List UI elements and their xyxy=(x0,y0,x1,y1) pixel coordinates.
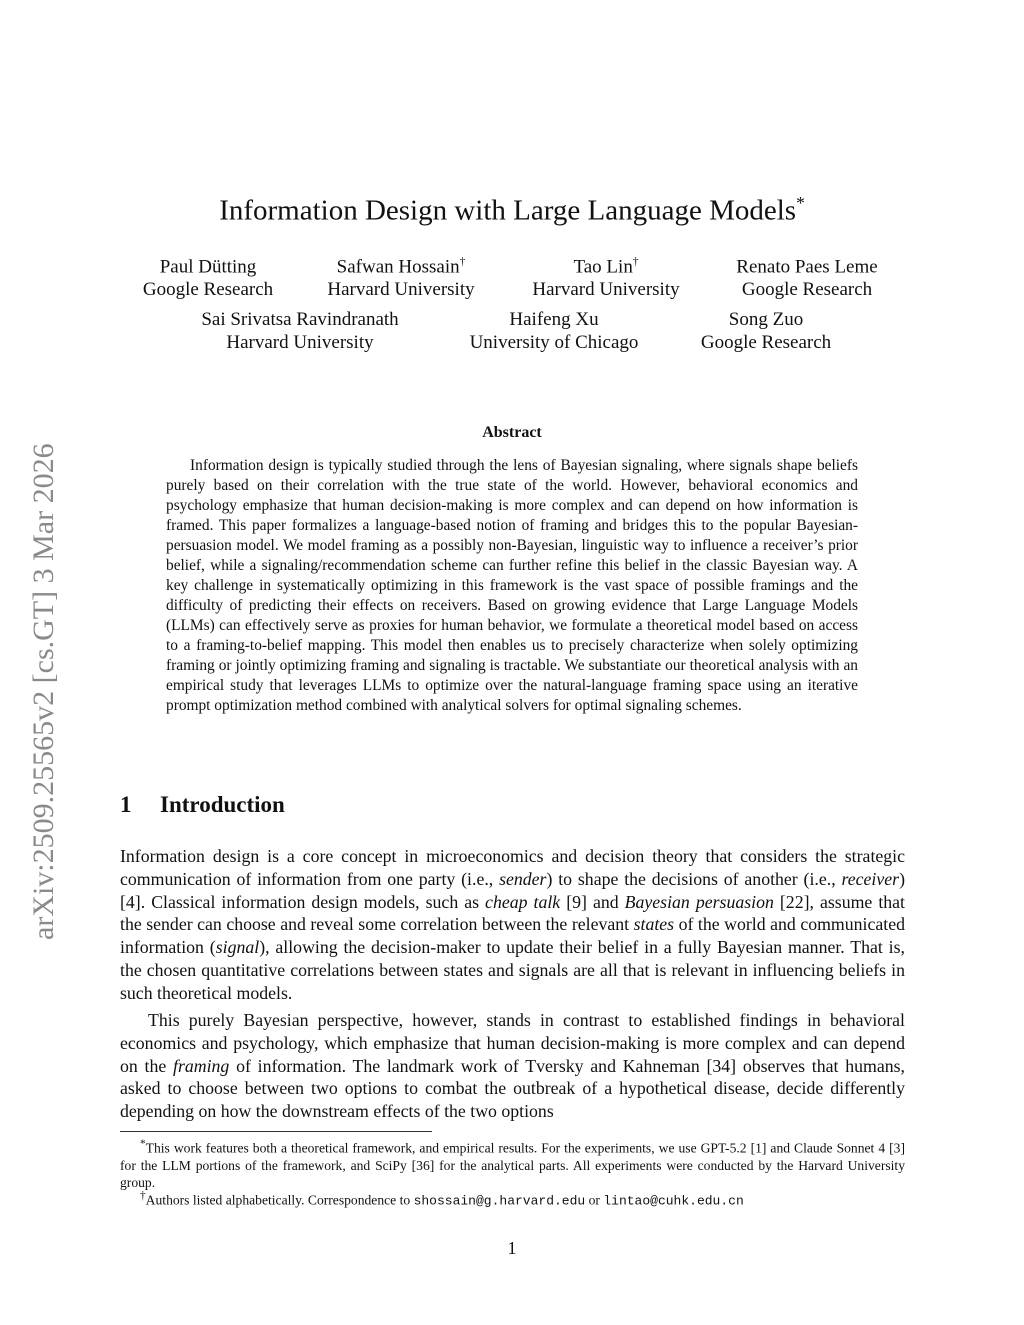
email-link[interactable]: shossain@g.harvard.edu xyxy=(413,1193,586,1209)
author-name: Sai Srivatsa Ravindranath xyxy=(201,309,399,330)
emphasis: signal xyxy=(215,937,260,958)
emphasis: cheap talk xyxy=(485,891,561,912)
author-block xyxy=(182,308,418,354)
abstract-heading: Abstract xyxy=(482,424,542,441)
section-title: Introduction xyxy=(160,792,285,817)
footnote-text: This work features both a theoretical framework, and empirical results. For the experiments, we use GPT-5.2 [1] and Claude Sonnet 4 [3] for the LLM portions of the framework, and SciPy [36] for the analytical parts. All experiments were conducted by the Harvard University group. xyxy=(120,1140,905,1190)
author-mark: † xyxy=(459,256,466,268)
author-affiliation: Google Research xyxy=(700,332,832,353)
author-block xyxy=(137,251,279,301)
abstract-text: Information design is typically studied through the lens of Bayesian signaling, where signals shape beliefs purely based on their correlation with the true state of the world. However, behavioral economics and psychology emphasize that human decision-making is more complex and can depend on how information is framed. This paper formalizes a language-based notion of framing and bridges this to the popular Bayesian-persuasion model. We model framing as a possibly non-Bayesian, linguistic way to influence a receiver’s prior belief, while a signaling/recommendation scheme can further refine this belief in the classic Bayesian way. A key challenge in systematically optimizing in this framework is the vast space of possible framings and the difficulty of predicting their effects on receivers. Based on growing evidence that Large Language Models (LLMs) can effectively serve as proxies for human behavior, we formulate a theoretical model based on access to a framing-to-belief mapping. This model then enables us to precisely characterize when solely optimizing framing or jointly optimizing framing and signaling is tractable. We substantiate our theoretical analysis with an empirical study that leverages LLMs to optimize over the natural-language framing space using an iterative prompt optimization method combined with analytical solvers for optimal signaling schemes. xyxy=(166,457,858,714)
text-run: [22], assume that the sender can choose and reveal some correlation between the relevant xyxy=(120,891,905,935)
page-number: 1 xyxy=(507,1238,517,1258)
author-name: Safwan Hossain xyxy=(336,256,460,278)
author-block xyxy=(318,251,484,301)
author-name: Paul Dütting xyxy=(159,256,257,278)
text-run: [9] and xyxy=(560,891,625,912)
author-name: Haifeng Xu xyxy=(509,309,599,330)
author-affiliation: Harvard University xyxy=(327,279,475,301)
author-name: Song Zuo xyxy=(728,309,804,330)
author-name: Tao Lin xyxy=(573,256,633,278)
text-run: of the world and communicated information ( xyxy=(120,914,905,958)
text-run: Information design is a core concept in microeconomics and decision theory that considers the strategic communication of information from one party (i.e., xyxy=(120,846,905,889)
footnote-text: Authors listed alphabetically. Correspondence to xyxy=(145,1192,414,1208)
emphasis: receiver xyxy=(841,868,900,889)
intro-paragraph-1 xyxy=(120,845,905,1005)
emphasis: framing xyxy=(173,1055,230,1076)
author-mark: † xyxy=(632,256,639,268)
footnote-mark: † xyxy=(140,1190,146,1202)
author-name: Renato Paes Leme xyxy=(736,256,878,278)
title-footnote-mark: * xyxy=(796,193,805,213)
author-block xyxy=(690,308,842,354)
text-run: This purely Bayesian perspective, however, stands in contrast to established findings in behavioral economics and psychology, which emphasize that human decision-making is more complex and can depend on the xyxy=(120,1010,905,1076)
title-text: Information Design with Large Language Models xyxy=(219,194,797,227)
intro-paragraph-2 xyxy=(120,1009,905,1123)
author-affiliation: Google Research xyxy=(142,279,274,301)
email-link[interactable]: lintao@cuhk.edu.cn xyxy=(603,1193,744,1209)
text-run: of information. The landmark work of Tversky and Kahneman [34] observes that humans, asked to choose between two options to combat the outbreak of a hypothetical disease, decide differently depending on how the downstream effects of the two options xyxy=(120,1055,905,1122)
author-affiliation: Harvard University xyxy=(226,332,374,353)
emphasis: sender xyxy=(499,868,547,889)
arxiv-identifier: arXiv:2509.25565v2 [cs.GT] 3 Mar 2026 xyxy=(27,443,60,940)
author-block xyxy=(724,251,890,301)
text-run: ) [4]. Classical information design models, such as xyxy=(120,868,905,912)
section-number: 1 xyxy=(120,792,132,817)
author-affiliation: Harvard University xyxy=(532,279,680,301)
author-affiliation: Google Research xyxy=(741,279,873,301)
text-run: ) to shape the decisions of another (i.e., xyxy=(546,868,842,889)
emphasis: states xyxy=(633,914,675,935)
text-run: ), allowing the decision-maker to update their belief in a fully Bayesian manner. That is, the chosen quantitative correlations between states and signals are all that is relevant in influencing beliefs in such theoretical models. xyxy=(120,937,905,1003)
author-block xyxy=(523,251,689,301)
author-block xyxy=(459,308,649,354)
footnote-text: or xyxy=(585,1192,604,1208)
section-heading xyxy=(120,792,285,818)
paper-title xyxy=(0,183,1024,231)
emphasis: Bayesian persuasion xyxy=(624,891,774,912)
author-affiliation: University of Chicago xyxy=(469,332,639,353)
footnote-divider xyxy=(120,1131,432,1132)
footnote-1 xyxy=(120,1136,905,1191)
footnote-2 xyxy=(120,1188,905,1210)
footnote-mark: * xyxy=(140,1138,146,1150)
